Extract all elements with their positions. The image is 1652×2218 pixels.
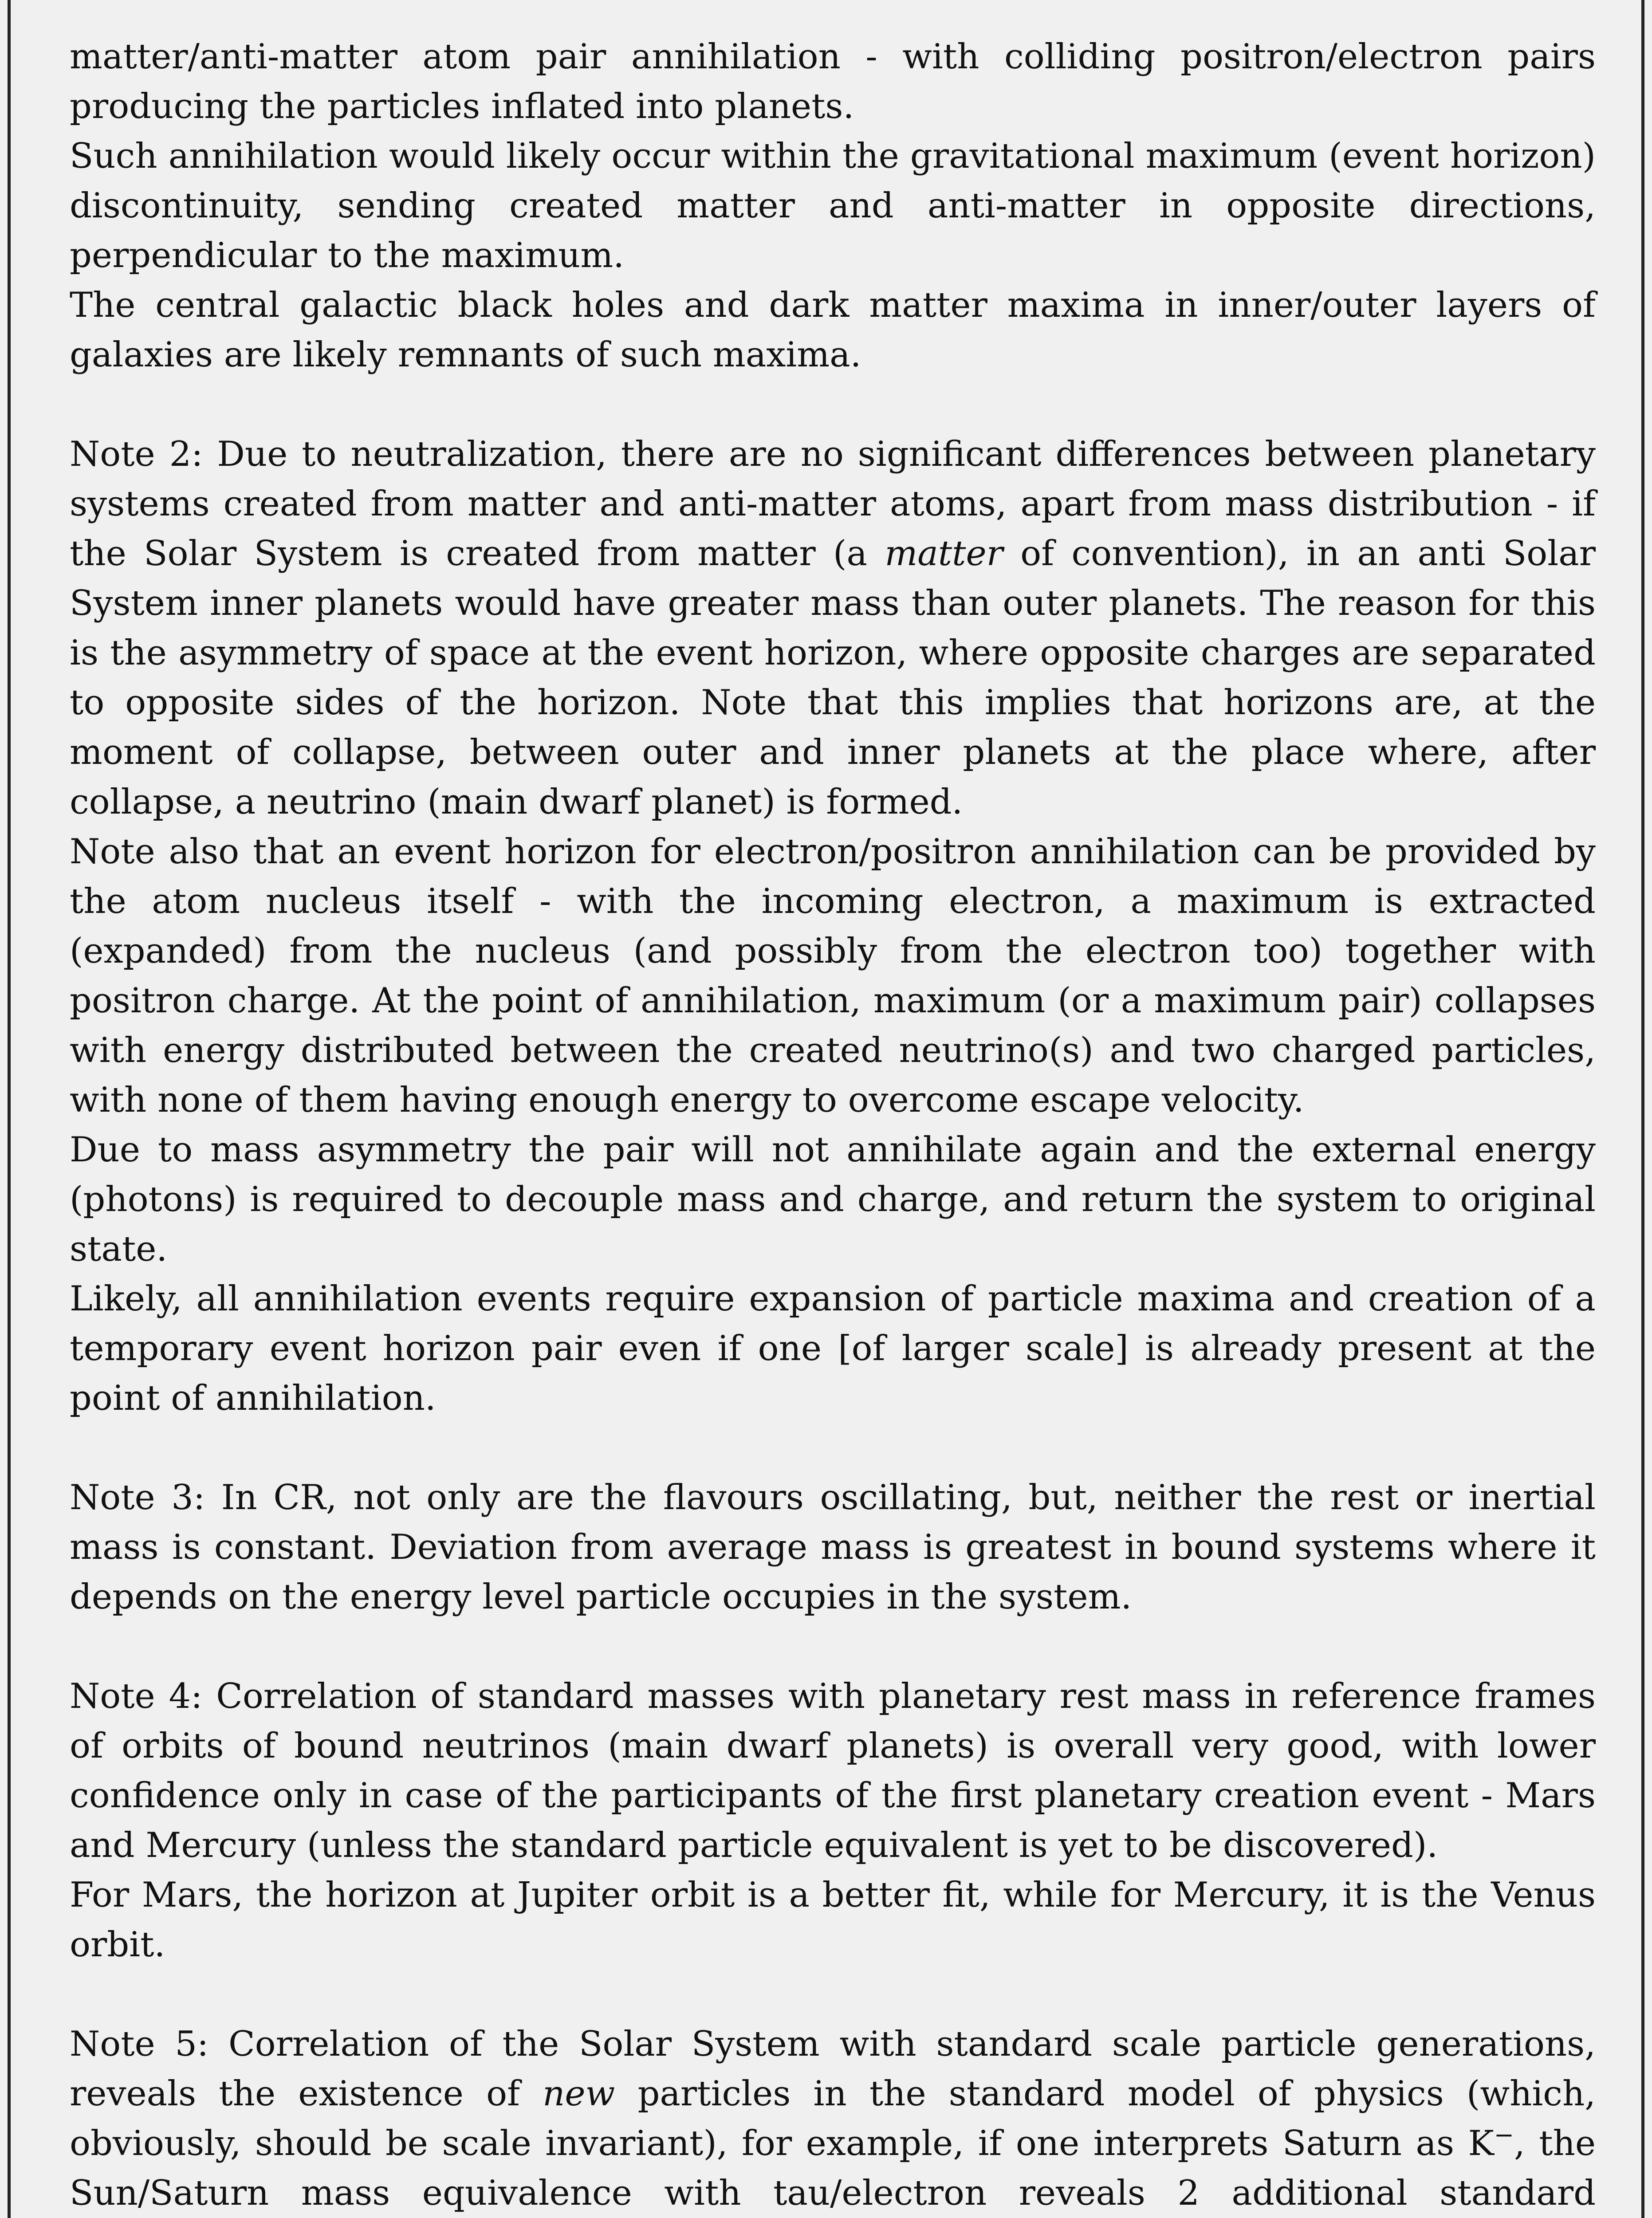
note-4-mars-mercury: For Mars, the horizon at Jupiter orbit is a better fit, while for Mercury, it is the Venus orbit. [70,1875,1596,1965]
note-4: Note 4: Correlation of standard masses with planetary rest mass in reference frames of orbits of bound neutrinos (main dwarf planets) is overall very good, with lower confidence only in case of the participants of the first planetary creation event - Mars and Mercury (unless the standard particle equivalent is yet to be discovered). [70,1676,1596,1865]
paragraph-annihilation: matter/anti-matter atom pair annihilation - with colliding positron/electron pairs producing the particles inflated into planets. [70,37,1596,126]
note-2: Note 2: Due to neutralization, there are no significant differences between planetary systems created from matter and anti-matter atoms, apart from mass distribution - if the Solar System is created from matter (a matter of convention), in an anti Solar System inner planets would have greater mass than outer planets. The reason for this is the asymmetry of space at the event horizon, where opposite charges are separated to opposite sides of the horizon. Note that this implies that horizons are, at the moment of collapse, between outer and inner planets at the place where, after collapse, a neutrino (main dwarf planet) is formed. [70,434,1596,822]
page-frame [8,0,1644,2218]
note-2-atom-nucleus: Note also that an event horizon for electron/positron annihilation can be provided by the atom nucleus itself - with the incoming electron, a maximum is extracted (expanded) from the nucleus (and possibly from the electron too) together with positron charge. At the point of annihilation, maximum (or a maximum pair) collapses with energy distributed between the created neutrino(s) and two charged particles, with none of them having enough energy to overcome escape velocity. [70,832,1596,1120]
document-body [70,32,1596,2218]
paragraph-black-holes: The central galactic black holes and dark matter maxima in inner/outer layers of galaxies are likely remnants of such maxima. [70,285,1596,375]
note-5: Note 5: Correlation of the Solar System with standard scale particle generations, reveals the existence of new particles in the standard model of physics (which, obviously, should be scale invariant), for example, if one interprets Saturn as K−, the Sun/Saturn mass equivalence with tau/electron reveals 2 additional standard [70,2024,1596,2213]
note-3: Note 3: In CR, not only are the flavours oscillating, but, neither the rest or inertial mass is constant. Deviation from average mass is greatest in bound systems where it depends on the energy level particle occupies in the system. [70,1478,1596,1617]
note-2-mass-asymmetry: Due to mass asymmetry the pair will not annihilate again and the external energy (photons) is required to decouple mass and charge, and return the system to original state. [70,1130,1596,1269]
note-2-expansion: Likely, all annihilation events require expansion of particle maxima and creation of a temporary event horizon pair even if one [of larger scale] is already present at the point of annihilation. [70,1279,1596,1418]
paragraph-event-horizon: Such annihilation would likely occur within the gravitational maximum (event horizon) discontinuity, sending created matter and anti-matter in opposite directions, perpendicular to the maximum. [70,136,1596,275]
